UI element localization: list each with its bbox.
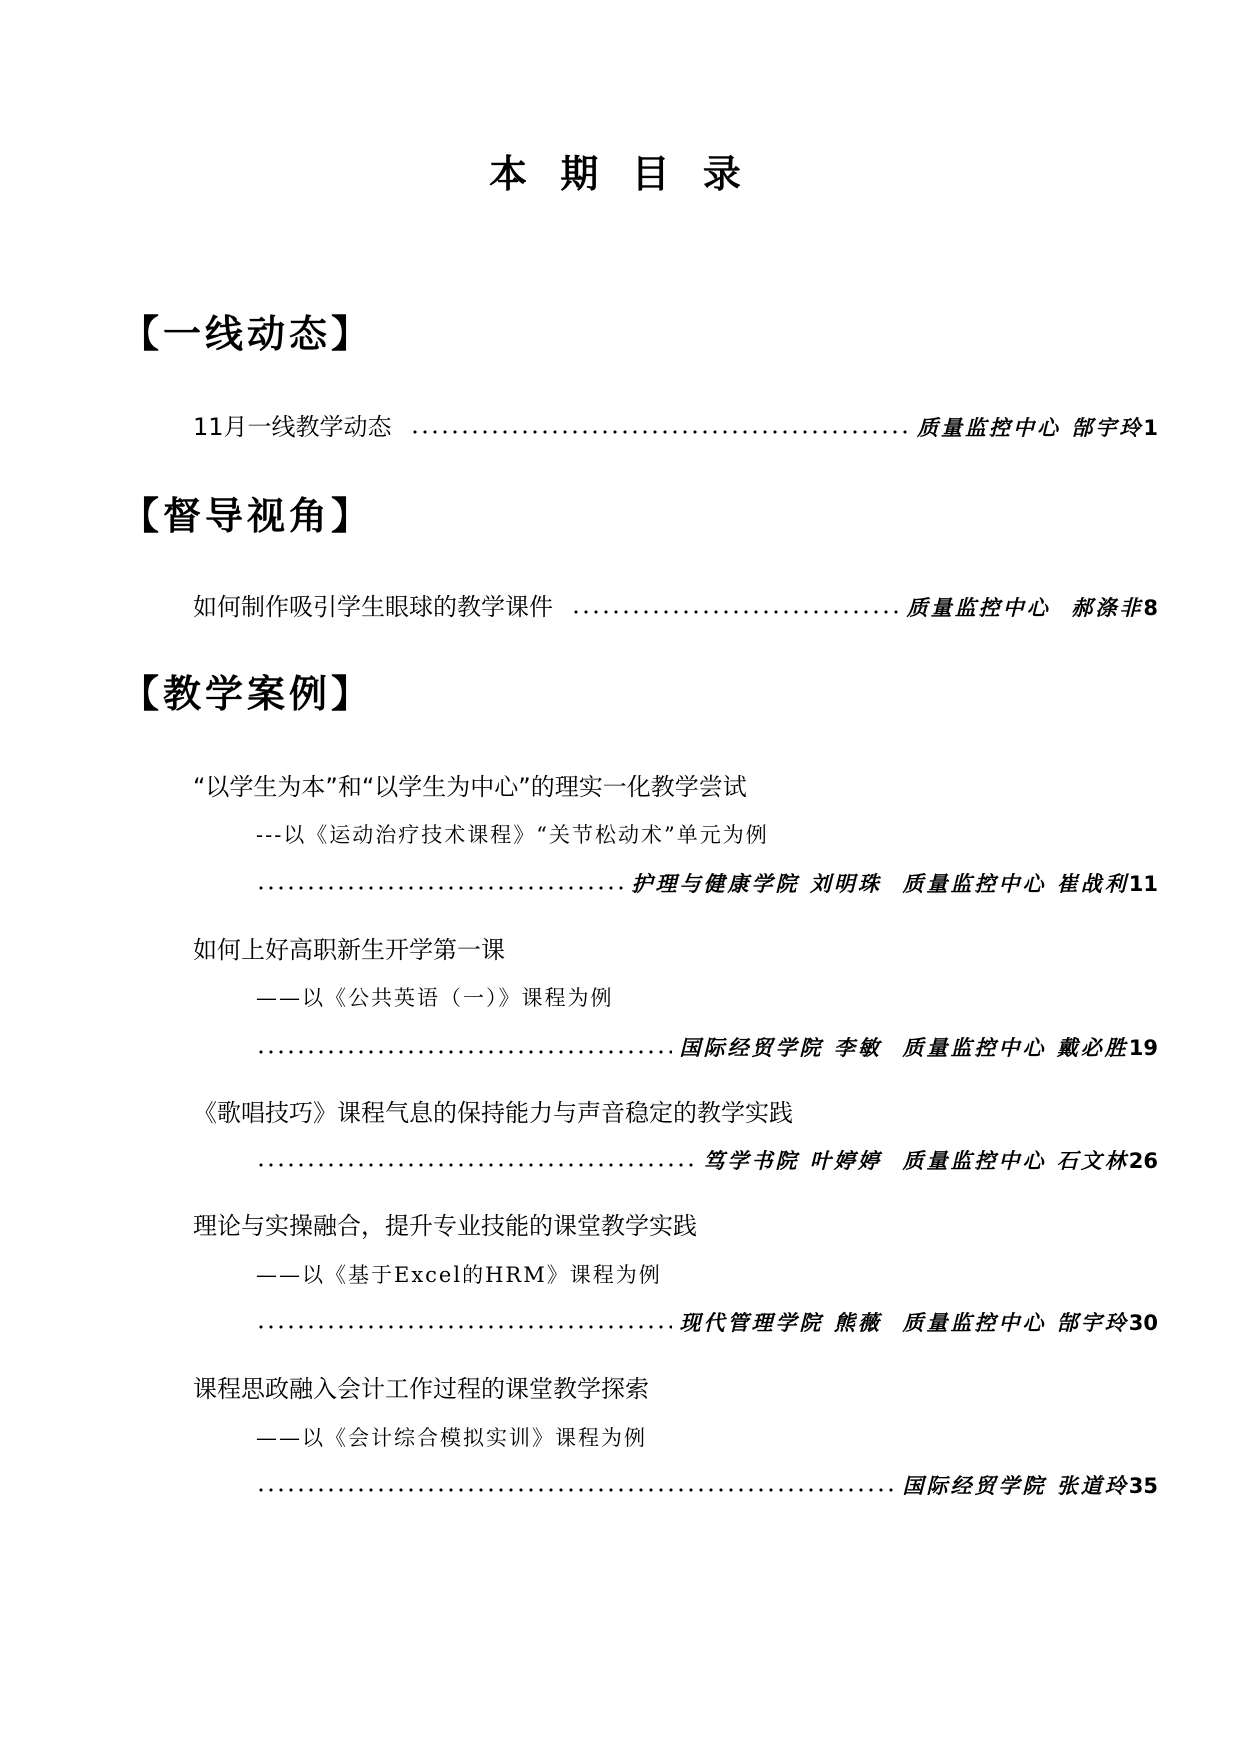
toc-entry-byline-row xyxy=(256,1145,1158,1177)
dot-leader xyxy=(410,429,910,435)
dot-leader xyxy=(256,1487,894,1493)
toc-entry xyxy=(193,411,1158,443)
entry-title: 理论与实操融合，提升专业技能的课堂教学实践 xyxy=(193,1212,697,1240)
page-number: 26 xyxy=(1128,1149,1158,1173)
page-number: 8 xyxy=(1143,596,1158,620)
entry-byline: 质量监控中心 郝涤非 xyxy=(906,595,1144,620)
section-header-frontline: 【一线动态】 xyxy=(121,312,374,356)
entry-title: “以学生为本”和“以学生为中心”的理实一化教学尝试 xyxy=(193,773,747,801)
entry-subtitle: ——以《基于Excel的HRM》课程为例 xyxy=(256,1263,662,1287)
dot-leader xyxy=(256,1324,672,1330)
page-title: 本 期 目 录 xyxy=(489,151,751,196)
entry-byline: 国际经贸学院 张道玲 xyxy=(902,1473,1129,1498)
page-number: 35 xyxy=(1128,1474,1158,1498)
page-number: 11 xyxy=(1128,872,1158,896)
toc-entry-byline-row xyxy=(256,1470,1158,1502)
entry-title: 《歌唱技巧》课程气息的保持能力与声音稳定的教学实践 xyxy=(193,1099,793,1127)
toc-entry xyxy=(193,591,1158,623)
dot-leader xyxy=(571,609,899,615)
entry-title: 如何制作吸引学生眼球的教学课件 xyxy=(193,593,553,621)
toc-entry-byline-row xyxy=(256,1307,1158,1339)
entry-byline: 笃学书院 叶婷婷 质量监控中心 石文林 xyxy=(703,1148,1129,1173)
dot-leader xyxy=(256,885,624,891)
entry-title: 如何上好高职新生开学第一课 xyxy=(193,936,505,964)
section-header-supervision: 【督导视角】 xyxy=(121,494,374,538)
entry-byline: 护理与健康学院 刘明珠 质量监控中心 崔战利 xyxy=(631,871,1129,896)
dot-leader xyxy=(256,1049,672,1055)
section-header-teaching-cases: 【教学案例】 xyxy=(121,672,374,716)
toc-entry-byline-row xyxy=(256,1032,1158,1064)
entry-byline: 质量监控中心 郜宇玲 xyxy=(917,415,1144,440)
entry-subtitle: ---以《运动治疗技术课程》“关节松动术”单元为例 xyxy=(256,823,769,847)
dot-leader xyxy=(256,1162,696,1168)
entry-byline: 现代管理学院 熊薇 质量监控中心 郜宇玲 xyxy=(679,1310,1129,1335)
toc-entry-byline-row xyxy=(256,868,1158,900)
entry-title: 课程思政融入会计工作过程的课堂教学探索 xyxy=(193,1375,649,1403)
entry-subtitle: ——以《公共英语（一）》课程为例 xyxy=(256,986,614,1010)
entry-byline: 国际经贸学院 李敏 质量监控中心 戴必胜 xyxy=(679,1035,1129,1060)
entry-subtitle: ——以《会计综合模拟实训》课程为例 xyxy=(256,1426,647,1450)
page-number: 1 xyxy=(1143,416,1158,440)
page-number: 19 xyxy=(1128,1036,1158,1060)
entry-title: 11月一线教学动态 xyxy=(193,413,392,441)
page-number: 30 xyxy=(1128,1311,1158,1335)
